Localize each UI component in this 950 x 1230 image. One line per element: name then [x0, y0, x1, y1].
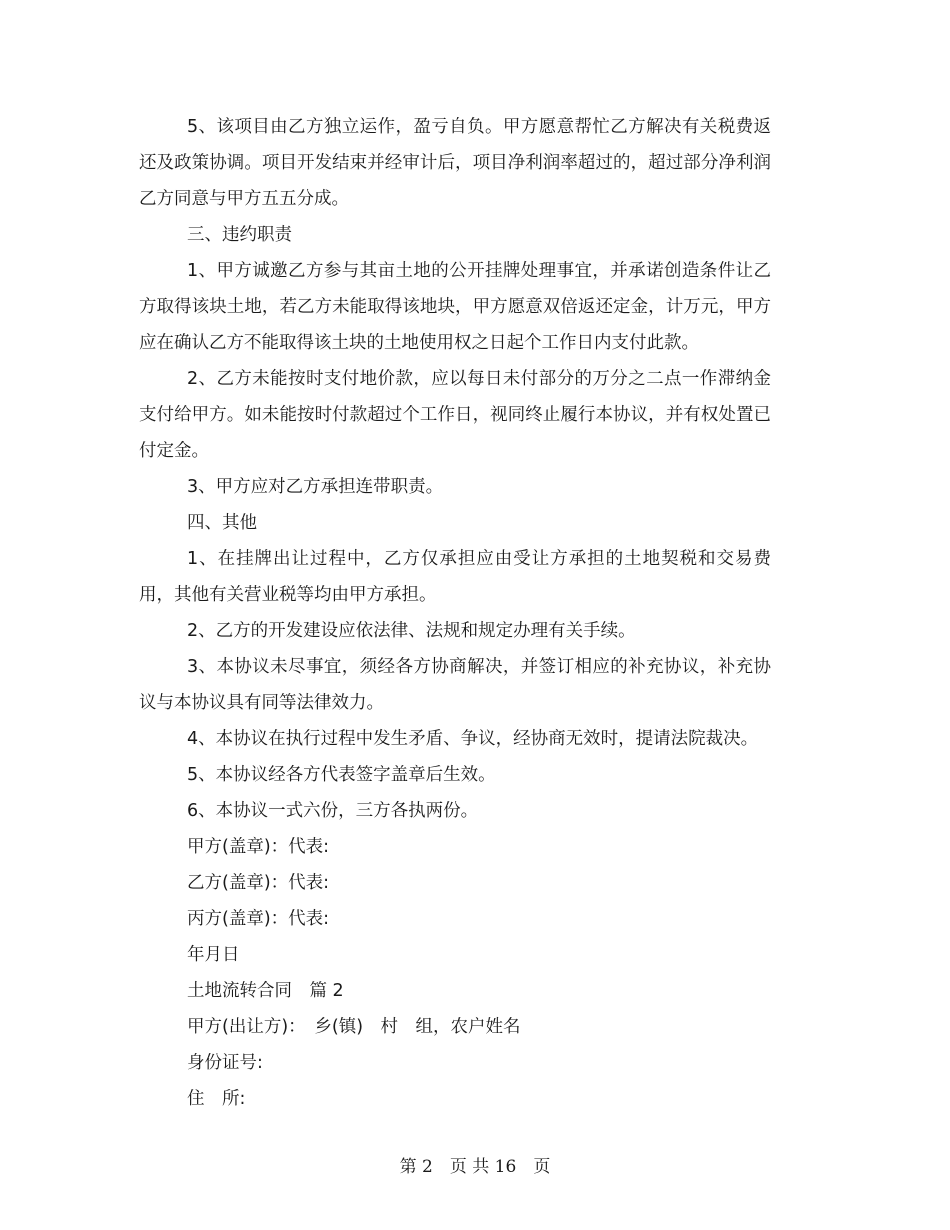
paragraph-other-6: 6、本协议一式六份，三方各执两份。 — [187, 801, 479, 821]
paragraph-other-1: 1、在挂牌出让过程中，乙方仅承担应由受让方承担的土地契税和交易费用，其他有关营业税等均由甲方承担。 — [139, 549, 771, 605]
page-number-footer: 第 2 页 共 16 页 — [399, 1157, 551, 1177]
section-heading-breach-liability: 三、违约职责 — [187, 225, 292, 245]
paragraph-other-4: 4、本协议在执行过程中发生矛盾、争议，经协商无效时，提请法院裁决。 — [187, 729, 759, 749]
signature-party-b: 乙方(盖章)：代表: — [187, 873, 330, 893]
paragraph-clause-5-project-operation: 5、该项目由乙方独立运作，盈亏自负。甲方愿意帮忙乙方解决有关税费返还及政策协调。项目开发结束并经审计后，项目净利润率超过的，超过部分净利润乙方同意与甲方五五分成。 — [139, 117, 771, 209]
document-body — [139, 109, 771, 1117]
address-field: 住 所: — [187, 1089, 246, 1109]
paragraph-breach-3: 3、甲方应对乙方承担连带职责。 — [187, 477, 444, 497]
contract-title-part-2: 土地流转合同 篇 2 — [187, 981, 344, 1001]
paragraph-other-3: 3、本协议未尽事宜，须经各方协商解决，并签订相应的补充协议，补充协议与本协议具有同等法律效力。 — [139, 657, 771, 713]
signature-date: 年月日 — [187, 945, 240, 965]
party-a-transferor: 甲方(出让方)： 乡(镇) 村 组，农户姓名 — [187, 1017, 521, 1037]
paragraph-other-5: 5、本协议经各方代表签字盖章后生效。 — [187, 765, 496, 785]
section-heading-other: 四、其他 — [187, 513, 257, 533]
signature-party-a: 甲方(盖章)：代表: — [187, 837, 330, 857]
paragraph-breach-1: 1、甲方诚邀乙方参与其亩土地的公开挂牌处理事宜，并承诺创造条件让乙方取得该块土地，若乙方未能取得该地块，甲方愿意双倍返还定金，计万元，甲方应在确认乙方不能取得该土块的土地使用权之日起个工作日内支付此款。 — [139, 261, 771, 353]
id-number-field: 身份证号: — [187, 1053, 263, 1073]
paragraph-breach-2: 2、乙方未能按时支付地价款，应以每日未付部分的万分之二点一作滞纳金支付给甲方。如未能按时付款超过个工作日，视同终止履行本协议，并有权处置已付定金。 — [139, 369, 771, 461]
signature-party-c: 丙方(盖章)：代表: — [187, 909, 330, 929]
paragraph-other-2: 2、乙方的开发建设应依法律、法规和规定办理有关手续。 — [187, 621, 636, 641]
